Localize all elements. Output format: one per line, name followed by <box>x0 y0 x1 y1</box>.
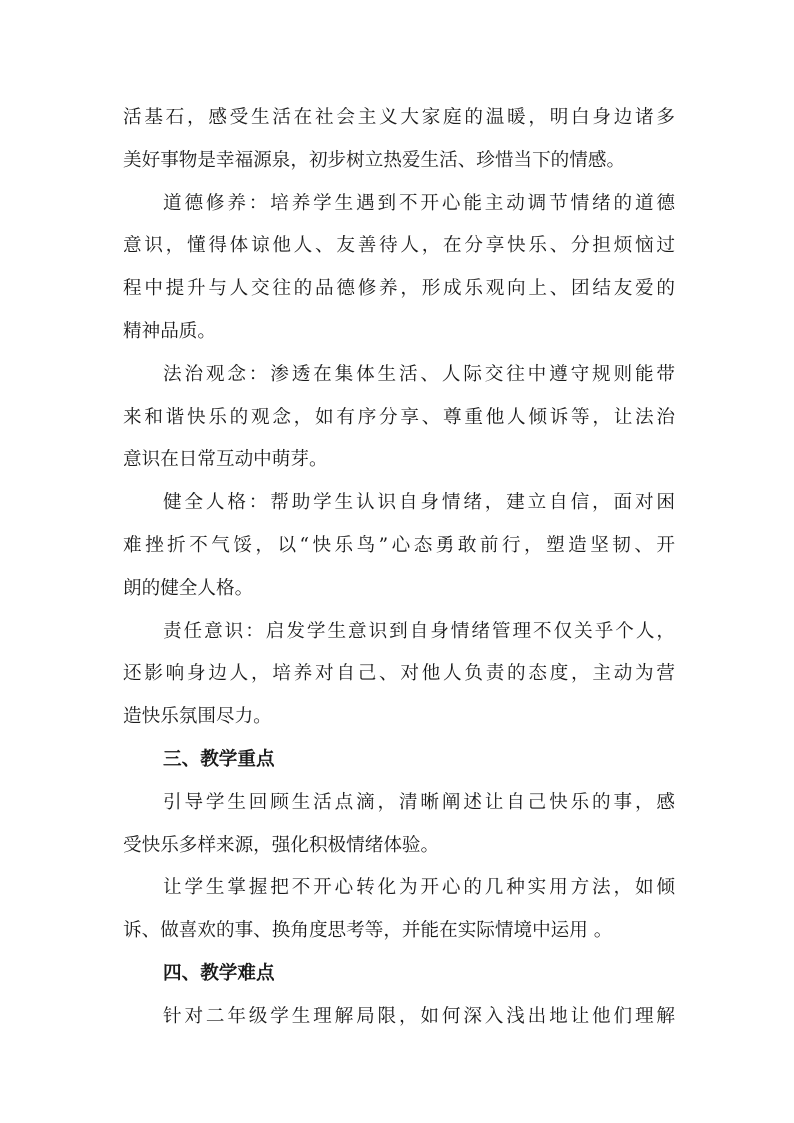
text-line: 美好事物是幸福源泉，初步树立热爱生活、珍惜当下的情感。 <box>123 149 626 171</box>
paragraph-sound-personality <box>123 482 675 610</box>
section-heading-teaching-focus: 三、教学重点 <box>163 748 275 770</box>
text-line: 难挫折不气馁，以“快乐鸟”心态勇敢前行，塑造坚韧、开 <box>123 534 675 556</box>
text-line: 责任意识：启发学生意识到自身情绪管理不仅关乎个人， <box>163 620 675 642</box>
paragraph-focus-1 <box>123 782 675 868</box>
text-line: 健全人格：帮助学生认识自身情绪，建立自信，面对困 <box>163 492 675 514</box>
text-line: 受快乐多样来源，强化积极情绪体验。 <box>123 834 440 856</box>
paragraph-responsibility <box>123 611 675 739</box>
text-line: 来和谐快乐的观念，如有序分享、尊重他人倾诉等，让法治 <box>123 406 675 428</box>
paragraph-rule-of-law <box>123 354 675 482</box>
text-line: 朗的健全人格。 <box>123 577 254 599</box>
text-line: 活基石，感受生活在社会主义大家庭的温暖，明白身边诸多 <box>123 107 675 128</box>
section-heading-teaching-difficulty: 四、教学难点 <box>163 962 275 984</box>
text-line: 还影响身边人，培养对自己、对他人负责的态度，主动为营 <box>123 663 675 685</box>
paragraph-continuation <box>123 97 675 183</box>
text-line: 诉、做喜欢的事、换角度思考等，并能在实际情境中运用 。 <box>123 920 613 942</box>
text-line: 法治观念：渗透在集体生活、人际交往中遵守规则能带 <box>163 363 675 385</box>
text-line: 引导学生回顾生活点滴，清晰阐述让自己快乐的事，感 <box>163 791 675 813</box>
text-line: 让学生掌握把不开心转化为开心的几种实用方法，如倾 <box>163 877 675 899</box>
text-line: 精神品质。 <box>123 320 216 342</box>
text-line: 程中提升与人交往的品德修养，形成乐观向上、团结友爱的 <box>123 278 675 300</box>
text-line: 道德修养：培养学生遇到不开心能主动调节情绪的道德 <box>163 192 675 214</box>
paragraph-moral-cultivation <box>123 183 675 354</box>
paragraph-difficulty-1 <box>123 996 675 1039</box>
paragraph-focus-2 <box>123 867 675 953</box>
document-page <box>123 97 675 1039</box>
text-line: 意识在日常互动中萌芽。 <box>123 449 328 471</box>
text-line: 意识，懂得体谅他人、友善待人，在分享快乐、分担烦恼过 <box>123 235 675 257</box>
text-line: 造快乐氛围尽力。 <box>123 706 272 728</box>
text-line: 针对二年级学生理解局限，如何深入浅出地让他们理解 <box>163 1005 675 1027</box>
